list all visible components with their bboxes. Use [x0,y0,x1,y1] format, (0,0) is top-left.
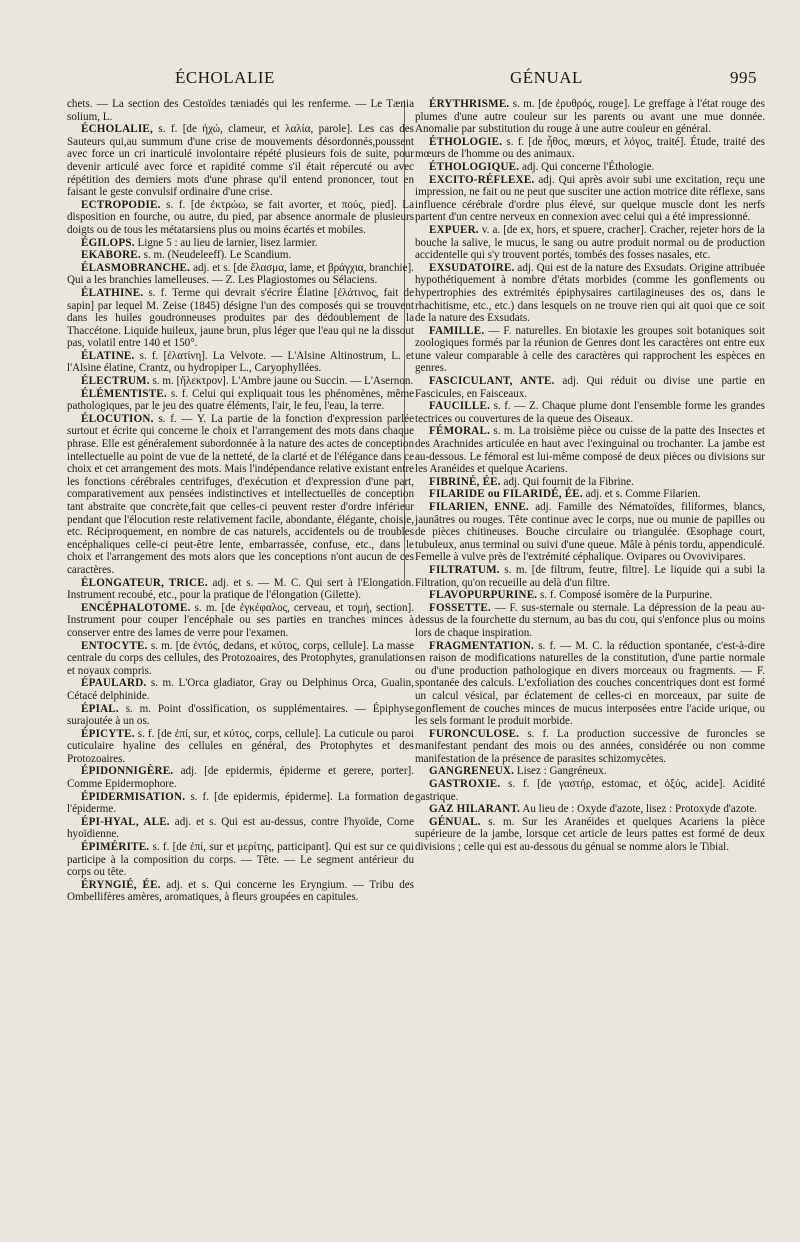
entry-definition: s. m. Sur les Aranéides et quelques Acariens la pièce supérieure de la jambe, lorsque cet article de leurs pattes est formé de deux divisions ; celle qui est au-dessous du génual se nomme alors le Tibial. [415,815,765,854]
entry-definition: adj. et s. [de ἔλασμα, lame, et βράγχια, branchie]. Qui a les branchies lamelleuses. — Z. Les Plagiostomes ou Sélaciens. [67,261,414,287]
dictionary-entry [67,98,414,123]
dictionary-entry [67,879,414,904]
dictionary-entry [67,237,414,250]
dictionary-entry [415,161,765,174]
entry-headword: FÉMORAL. [429,425,491,438]
entry-definition: chets. — La section des Cestoïdes tæniadés qui les renferme. — Le Tænia solium, L. [67,98,414,123]
entry-headword: ÉLATINE. [81,349,135,362]
entry-definition: adj. et s. Comme Filarien. [582,488,701,501]
entry-headword: EXSUDATOIRE. [429,261,515,274]
entry-headword: FRAGMENTATION. [429,639,535,652]
dictionary-entry [67,841,414,879]
entry-headword: GÉNUAL. [429,815,481,828]
dictionary-entry [67,413,414,577]
page-number: 995 [730,68,757,87]
entry-headword: ÉTHOLOGIQUE. [429,160,520,173]
entry-definition: s. m. La troisième pièce ou cuisse de la patte des Insectes et des Arachnides articulée en haut avec l'exinguinal ou trochanter. La jambe est au-dessous. Le fémoral est lui-même composé de deux pièces ou divisions sur les Aranéides et quelque Acariens. [415,425,765,476]
entry-headword: FILARIEN, ENNE. [429,501,529,513]
entry-definition: s. f. La production successive de furoncles se manifestant pendant des mois ou des années, considérée ou non comme manifestation de la présence de parasites schizomycètes. [415,727,765,765]
entry-definition: v. a. [de ex, hors, et spuere, cracher]. Cracher, rejeter hors de la bouche la salive, le mucus, le sang ou autre produit normal ou de production accidentelle qui s'y trouvent portés, tombés des fosses nasales, etc. [415,223,765,262]
entry-definition: adj. Qui réduit ou divise une partie en Fascicules, en Faisceaux. [415,375,765,400]
dictionary-entry [415,224,765,262]
entry-headword: ÉLATHINE. [81,286,144,299]
header-left-word: ÉCHOLALIE [175,68,275,87]
entry-definition: s. f. [ἐλατίνη]. La Velvote. — L'Alsine Altinostrum, L. et l'Alsine élatine, Crantz, ou hydropiper L., Caryophyllées. [67,349,414,375]
dictionary-entry [415,501,765,564]
entry-headword: ÉGILOPS. [81,236,135,249]
entry-headword: FAMILLE. [429,324,485,337]
dictionary-entry [415,174,765,224]
entry-definition: s. m. [ἤλεκτρον]. L'Ambre jaune ou Succin. — L'Asernon. [149,375,414,388]
entry-headword: ÉLONGATEUR, TRICE. [81,576,208,589]
entry-definition: Lisez : Gangréneux. [514,765,607,778]
entry-headword: FOSSETTE. [429,601,491,614]
entry-headword: ÉPICYTE. [81,727,135,740]
entry-definition: adj. et s. — M. C. Qui sert à l'Elongation. Instrument recoubé, etc., pour la pratique de l'élongation (Gilette). [67,576,415,602]
dictionary-entry [67,602,414,640]
entry-headword: FAUCILLE. [429,400,491,413]
entry-headword: FASCICULANT, ANTE. [429,375,555,388]
entry-headword: EXCITO-RÉFLEXE. [429,173,535,186]
dictionary-entry [67,262,414,287]
entry-headword: ÉRYTHRISME. [429,98,510,110]
entry-definition: s. f. [de epidermis, épiderme]. La formation de l'épiderme. [67,790,414,816]
entry-headword: ÉPIMÉRITE. [81,841,150,854]
dictionary-entry [415,375,765,400]
entry-headword: ÉLÉMENTISTE. [81,387,167,400]
entry-headword: EKABORE. [81,249,141,262]
entry-definition: s. m. (Neudeleeff). Le Scandium. [140,249,292,262]
dictionary-entry [67,388,414,413]
dictionary-entry [67,287,414,350]
dictionary-entry [67,577,414,602]
entry-headword: ENTOCYTE. [81,639,148,652]
entry-headword: ÉPI-HYAL, ALE. [81,815,170,828]
entry-headword: ÉRYNGIÉ, ÉE. [81,878,161,891]
entry-headword: ÉLASMOBRANCHE. [81,261,191,274]
running-header [0,68,800,92]
entry-headword: FURONCULOSE. [429,727,520,740]
dictionary-entry [415,262,765,325]
entry-headword: FLAVOPURPURINE. [429,589,538,602]
entry-definition: s. f. Celui qui expliquait tous les phénomènes, même pathologiques, par le jeu des quatre éléments, l'air, le feu, l'eau, la terre. [67,387,414,413]
dictionary-entry [415,765,765,778]
entry-definition: s. f. [de ἐπί, sur, et κύτος, corps, cellule]. La cuticule ou paroi cuticulaire hyaline des cellules en général, des Protophytes et des Protozoaires. [67,727,414,765]
dictionary-entry [67,249,414,262]
entry-definition: — F. sus-sternale ou sternale. La dépression de la peau au-dessus de la fourchette du sternum, au bas du cou, qui s'enfonce plus ou moins lors de chaque inspiration. [415,601,765,639]
dictionary-entry [415,325,765,375]
entry-headword: ÉPAULARD. [81,677,147,690]
dictionary-entry [415,400,765,425]
entry-headword: EXPUER. [429,223,479,236]
entry-headword: ENCÉPHALOTOME. [81,601,191,614]
dictionary-entry [415,476,765,489]
dictionary-entry [67,350,414,375]
entry-definition: s. f. Terme qui devrait s'écrire Élatine [ἐλάτινος, fait de sapin] par lequel M. Zeise (1845) désigne l'un des composés qui se trouvent dans les huiles goudronneuses produites par des dédoublement de la Thaccétone. Liquide huileux, jaune brun, plus léger que l'eau qui ne la dissout pas, volatil entre 140 et 150°. [67,286,414,350]
entry-headword: FILARIDE ou FILARIDÉ, ÉE. [429,488,583,501]
dictionary-entry [415,564,765,589]
entry-headword: ÉCHOLALIE, [81,123,153,136]
entry-definition: s. f. — M. C. la réduction spontanée, c'est-à-dire en raison de modifications naturelles de la constitution, d'une partie normale ou d'une production pathologique en divers morceaux ou fragments. — F. spontanée des calculs. L'exfoliation des couches concentriques dont est formé un calcul vésical, par éclatement de celles-ci en morceaux, par suite de gonflement de couches minces de mucus interposées entre l'acide urique, ou les sels formant le produit morbide. [415,639,765,728]
entry-definition: adj. Qui est de la nature des Exsudats. Origine attribuée hypothétiquement à nombre d'états morbides (comme les gonflements ou hypertrophies des extrémités épiphysaires cartilagineuses des os, dans le rhachitisme, etc., etc.) dans lesquels on ne trouve rien qui ait quoi que ce soit de la nature des Exsudats. [415,261,765,325]
entry-headword: GAZ HILARANT. [429,803,521,816]
entry-definition: adj. Famille des Nématoïdes, filiformes, blancs, jaunâtres ou rouges. Tête continue avec le corps, nue ou munie de papilles ou de pièces chitineuses. Bouche circulaire ou triangulée. Œsophage court, tubuleux, anus terminal ou suivi d'une queue. Mâle à pénis tordu, appendiculé. Femelle à vulve près de l'extrémité céphalique. Ovipares ou Ovovivipares. [415,501,766,564]
entry-definition: s. m. [de ἐρυθρός, rouge]. Le greffage à l'état rouge des plumes d'une autre couleur sur les parents ou avant une mue donnée. Anomalie par substitution du rouge à une autre couleur en général. [415,98,765,136]
entry-headword: ECTROPODIE. [81,198,161,211]
dictionary-entry [415,488,765,501]
dictionary-entry [67,703,414,728]
dictionary-entry [415,425,765,475]
dictionary-entry [67,791,414,816]
entry-headword: ÉTHOLOGIE. [429,135,503,148]
entry-headword: ÉPIDERMISATION. [81,790,186,803]
dictionary-entry [415,136,765,161]
dictionary-entry [67,375,414,388]
entry-headword: ÉPIDONNIGÈRE. [81,765,174,778]
entry-definition: s. f. Composé isomère de la Purpurine. [537,589,713,602]
entry-headword: GASTROXIE. [429,778,501,791]
entry-definition: s. f. [de ἐπί, sur et μερίτης, participant]. Qui est sur ce qui participe à la composition du corps. — Tête. — Le segment antérieur du corps ou tête. [67,841,414,879]
dictionary-entry [415,778,765,803]
entry-definition: — F. naturelles. En biotaxie les groupes soit botaniques soit zoologiques formés par la réunion de Genres dont les caractères ont entre eux une valeur comparable à celle des caractères qui rapprochent les espèces en genres. [415,324,765,375]
left-column [67,98,414,904]
entry-definition: adj. et s. Qui est au-dessus, contre l'hyoïde, Corne hyoïdienne. [67,815,414,841]
entry-headword: ÉPIAL. [81,702,119,715]
entry-definition: s. m. L'Orca gladiator, Gray ou Delphinus Orca, Gualin, Cétacé delphinide. [67,677,414,702]
dictionary-entry [415,589,765,602]
entry-headword: ÉLOCUTION. [81,412,154,425]
entry-definition: s. f. — Y. La partie de la fonction d'expression parlée surtout et écrite qui concerne le choix et l'arrangement des mots dans chaque phrase. Elle est généralement subordonnée à la nature des actes de conception intellectuelle au point de vue de la netteté, de la clarté et de l'élégance dans ce choix et cet arrangement des mots. Mais l'indépendance relative existant entre les fonctions cérébrales centrifuges, d'exécution et d'expression d'une part, comparativement aux pensées indistinctives et intellectuelles de conception tant abstraite que concrète,fait que celles-ci peuvent rester d'ordre inférieur pendant que l'élocution reste relativement facile, abondante, élégante, choisie, etc. Réciproquement, en nombre de cas naturels, accidentels ou de troubles encéphaliques celle-ci peut-être lente, embarrassée, confuse, etc., dans le choix et l'arrangement des mots alors que les conceptions n'ont aucun de ces caractères. [67,412,414,576]
entry-definition: Ligne 5 : au lieu de larnier, lisez larmier. [134,236,318,249]
entry-headword: GANGRENEUX. [429,765,515,778]
dictionary-entry [67,640,414,678]
entry-definition: s. f. [de γαστήρ, estomac, et ὀξύς, acide]. Acidité gastrique. [415,778,765,803]
dictionary-entry [415,728,765,766]
entry-definition: s. m. [de filtrum, feutre, filtre]. Le liquide qui a subi la Filtration, qu'on recueille au delà d'un filtre. [415,563,765,589]
dictionary-entry [67,677,414,702]
right-column [415,98,765,854]
entry-definition: s. f. [de ἦθος, mœurs, et λόγος, traité]. Étude, traité des mœurs de l'homme ou des animaux. [415,135,765,161]
entry-definition: adj. Qui fournit de la Fibrine. [500,475,634,488]
entry-definition: adj. [de epidermis, épiderme et gerere, porter]. Comme Epidermophore. [67,765,414,791]
dictionary-entry [67,728,414,766]
dictionary-entry [67,199,414,237]
entry-definition: s. m. [de ἐγκέφαλος, cerveau, et τομή, section]. Instrument pour couper l'encéphale ou ses parties en tranches minces à conserver entre des lames de verre pour l'examen. [67,601,414,639]
dictionary-entry [415,640,765,728]
entry-definition: s. f. — Z. Chaque plume dont l'ensemble forme les grandes tectrices ou couvertures de la queue des Oiseaux. [415,400,765,425]
entry-definition: s. f. [de ἐκτρώω, se fait avorter, et πούς, pied]. La disposition en fourche, ou autre, du pied, par absence anormale de plusieurs doigts ou de tous les métatarsiens plus ou moins écartés et mobiles. [67,198,414,236]
entry-definition: s. f. [de ἠχώ, clameur, et λαλία, parole]. Les cas des Sauteurs qui,au summum d'une crise de mouvements désordonnés,poussent avec force un cri inarticulé involontaire répété plusieurs fois de suite, pour devenir articulé avec force et rapidité comme s'il était répercuté ou avec répétition des derniers mots d'une phrase qu'il entend prononcer, tout en faisant le geste convulsif ordinaire d'une crise. [67,123,414,199]
entry-headword: ÉLECTRUM. [81,375,150,388]
entry-definition: Au lieu de : Oxyde d'azote, lisez : Protoxyde d'azote. [520,803,758,816]
entry-headword: FIBRINÉ, ÉE. [429,475,501,488]
header-right-word: GÉNUAL [510,68,583,87]
dictionary-entry [415,98,765,136]
entry-definition: adj. Qui concerne l'Éthologie. [519,160,655,173]
entry-definition: s. m. Point d'ossification, os supplémentaires. — Épiphyse surajoutée à un os. [67,702,414,728]
entry-headword: FILTRATUM. [429,563,500,576]
entry-definition: s. m. [de ἐντός, dedans, et κύτος, corps, cellule]. La masse centrale du corps des cellules, des Protozoaires, des Protophytes, granulations et noyaux compris. [67,639,414,677]
dictionary-entry [415,803,765,816]
entry-definition: adj. Qui après avoir subi une excitation, reçu une impression, ne fait ou ne peut que susciter une action motrice dite réflexe, sans influence cérébrale d'ordre plus élevé, sur quelque muscle dont les nerfs partent d'un centre nerveux en connexion avec celui qui a été impressionné. [415,173,765,224]
dictionary-entry [415,816,765,854]
dictionary-entry [415,602,765,640]
dictionary-entry [67,816,414,841]
entry-definition: adj. et s. Qui concerne les Eryngium. — Tribu des Ombellifères amères, aromatiques, à fleurs groupées en capitules. [67,878,414,904]
dictionary-entry [67,123,414,199]
dictionary-entry [67,765,414,790]
